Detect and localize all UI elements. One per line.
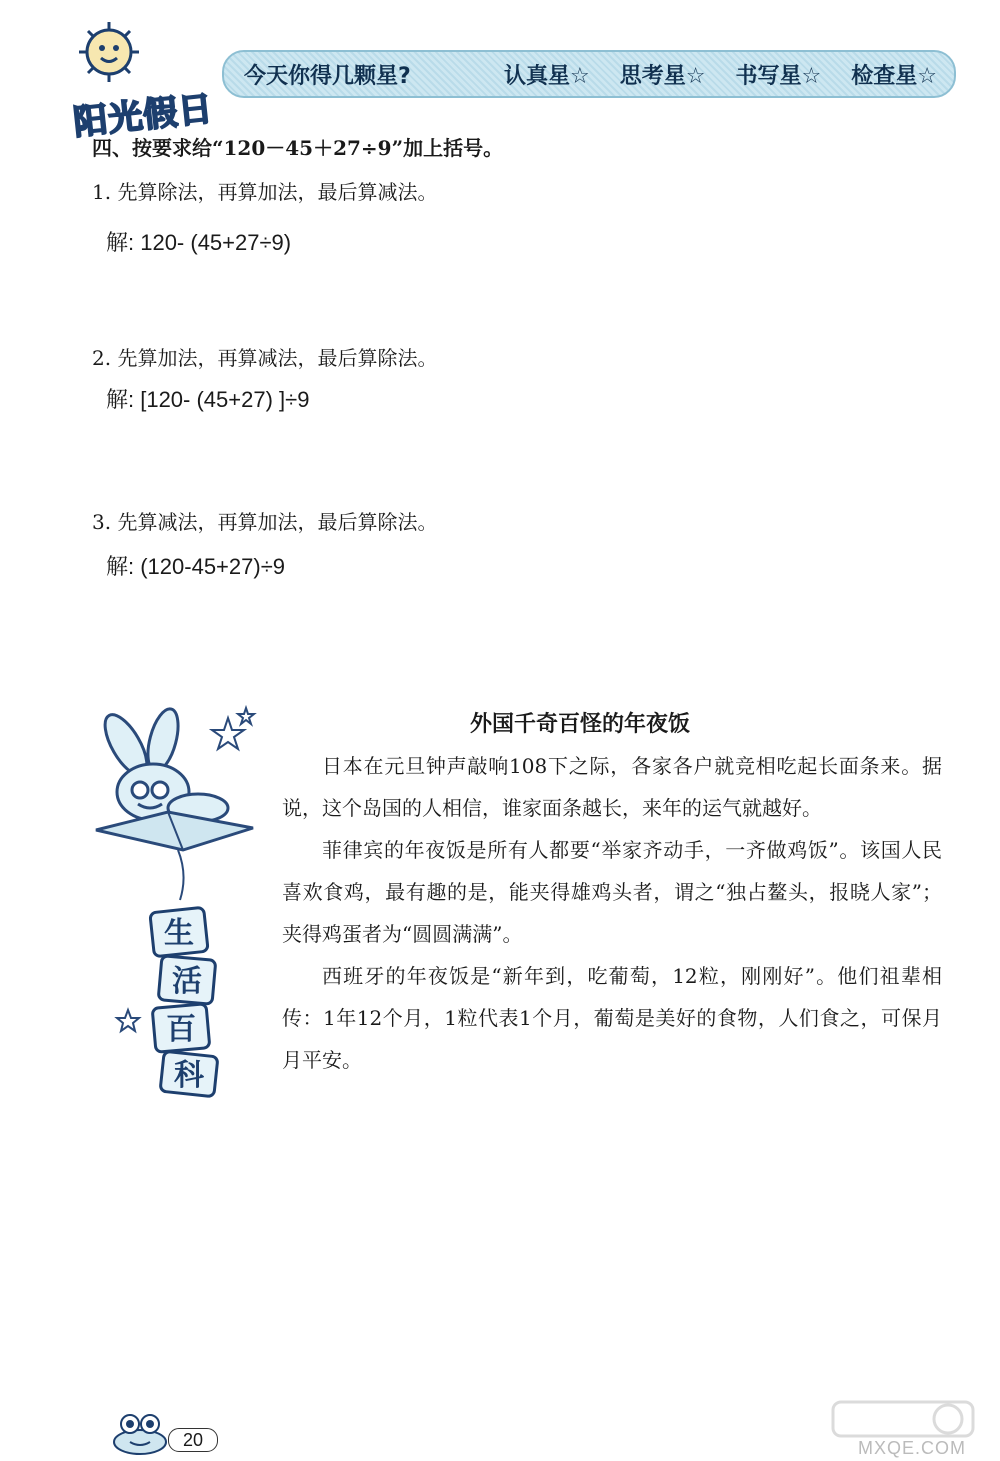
article-paragraph: 日本在元旦钟声敲响108下之际，各家各户就竞相吃起长面条来。据说，这个岛国的人相信，谁家面条越长，来年的运气就越好。 (282, 754, 942, 820)
rating-checking: 检查星☆ (851, 63, 937, 89)
frog-icon (110, 1410, 170, 1456)
badge-char-3: 百 (166, 1012, 196, 1047)
answer-3: 解: (120-45+27)÷9 (106, 554, 286, 579)
rating-writing: 书写星☆ (735, 63, 822, 89)
article-paragraph: 菲律宾的年夜饭是所有人都要“举家齐动手，一齐做鸡饭”。该国人民喜欢食鸡，最有趣的是，能夹得雄鸡头者，谓之“独占鳌头，报晓人家”；夹得鸡蛋者为“圆圆满满”。 (282, 838, 942, 946)
article-body (282, 745, 942, 1081)
sun-mascot-icon (77, 20, 141, 84)
rating-thinking: 思考星☆ (619, 63, 706, 89)
star-rating-bar (222, 50, 956, 98)
exercise-title: 四、按要求给“120－45＋27÷9”加上括号。 (92, 136, 504, 160)
bunny-on-book-illustration (88, 700, 268, 1100)
article-paragraph: 西班牙的年夜饭是“新年到，吃葡萄，12粒，刚刚好”。他们祖辈相传：1年12个月，1粒代表1个月，葡萄是美好的食物，人们食之，可保月月平安。 (282, 964, 942, 1072)
badge-char-2: 活 (172, 964, 202, 999)
question-2: 2. 先算加法，再算减法，最后算除法。 (92, 346, 438, 370)
watermark-text: MXQE.COM (858, 1438, 967, 1458)
article-title: 外国千奇百怪的年夜饭 (470, 712, 691, 737)
rating-question: 今天你得几颗星? (244, 63, 411, 89)
rating-careful: 认真星☆ (504, 63, 590, 89)
answer-2: 解: [120- (45+27) ]÷9 (106, 387, 310, 412)
badge-char-4: 科 (174, 1058, 204, 1093)
badge-char-1: 生 (164, 916, 194, 951)
question-3: 3. 先算减法，再算加法，最后算除法。 (92, 510, 438, 534)
answer-1: 解: 120- (45+27÷9) (106, 230, 292, 255)
question-1: 1. 先算除法，再算加法，最后算减法。 (92, 180, 438, 204)
logo-text: 阳光假日 (71, 88, 216, 144)
page-number: 20 (168, 1428, 218, 1452)
logo (55, 18, 225, 144)
